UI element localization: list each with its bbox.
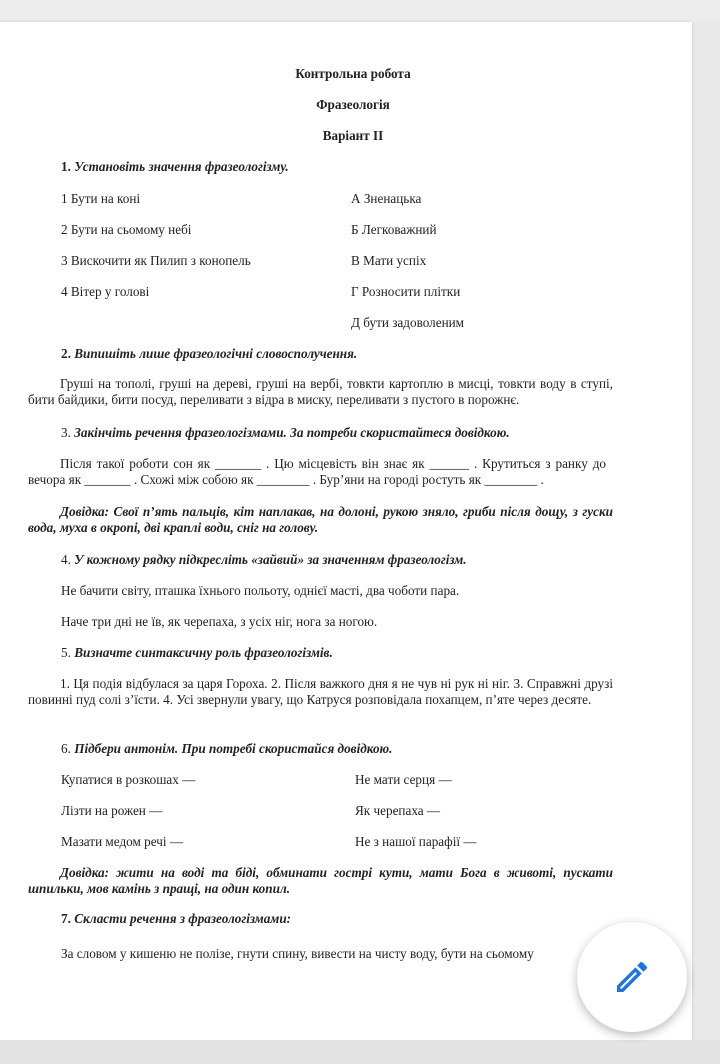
q1-right-item: Б Легковажний [351,222,437,237]
q1-right-item: В Мати успіх [351,253,427,268]
q1-right-item: Д бути задоволеним [351,315,465,330]
question-6-text: Підбери антонім. При потребі скористайся довідкою. [74,741,393,756]
question-6-number: 6. [61,741,71,756]
question-7-body: За словом у кишеню не полізе, гнути спину, вивести на чисту воду, бути на сьомому [61,946,534,961]
question-7-text: Скласти речення з фразеологізмами: [74,911,292,926]
q6-right-item: Як черепаха — [355,803,441,818]
question-2-body: Груші на тополі, груші на дереві, груші на вербі, товкти картоплю в мисці, товкти воду в ступі, бити байдики, бити посуд, переливати з відра в миску, переливати з пустого в порожнє. [28,376,613,407]
question-4-line-2: Наче три дні не їв, як черепаха, з усіх ніг, нога за ногою. [61,614,378,629]
question-7-number: 7. [61,911,71,926]
q1-left-item: 1 Бути на коні [61,191,141,206]
question-2-number: 2. [61,346,71,361]
variant-label: Варіант II [322,128,384,143]
q6-right-item: Не мати серця — [355,772,452,787]
question-5-number: 5. [61,645,71,660]
question-3-text: Закінчіть речення фразеологізмами. За потреби скористайтеся довідкою. [74,425,510,440]
q1-left-item: 4 Вітер у голові [61,284,150,299]
question-2-text: Випишіть лише фразеологічні словосполучення. [74,346,358,361]
viewer-bottom-bar [0,1040,720,1064]
document-subtitle: Фразеологія [316,97,390,112]
question-5-heading [61,645,333,661]
q1-left-item: 3 Вискочити як Пилип з конопель [61,253,251,268]
question-5-body: 1. Ця подія відбулася за царя Гороха. 2. Після важкого дня я не чув ні рук ні ніг. 3. Справжні друзі повинні пуд солі з’їсти. 4. Усі звернули увагу, що Катруся розповідала похапцем, п’яте через десяте. [28,676,613,707]
question-5-text: Визначте синтаксичну роль фразеологізмів. [74,645,333,660]
question-2-heading [61,346,357,362]
pencil-icon [612,957,652,997]
edit-button[interactable] [577,922,687,1032]
question-3-body: Після такої роботи сон як _______ . Цю місцевість він знає як ______ . Крутиться з ранку до вечора як _______ . Схожі між собою як ________ . Бур’яни на городі ростуть як ________ . [28,456,606,487]
q6-right-item: Не з нашої парафії — [355,834,477,849]
question-4-heading [61,552,467,568]
question-1-heading [61,159,289,175]
question-3-number: 3. [61,425,71,440]
q1-left-item: 2 Бути на сьомому небі [61,222,192,237]
question-1-number: 1. [61,159,71,174]
question-6-hint: Довідка: жити на воді та біді, обминати гострі кути, мати Бога в животі, пускати шпильки, мов камінь з пращі, на один копил. [28,865,613,896]
question-3-hint: Довідка: Свої п’ять пальців, кіт наплакав, на долоні, рукою зняло, гриби після дощу, з гуски вода, муха в окропі, дві краплі води, сніг на голову. [28,504,613,535]
q1-right-item: Г Розносити плітки [351,284,461,299]
q6-left-item: Купатися в розкошах — [61,772,196,787]
question-4-line-1: Не бачити світу, пташка їхнього польоту, однієї масті, два чоботи пара. [61,583,460,598]
question-4-text: У кожному рядку підкресліть «зайвий» за значенням фразеологізм. [74,552,467,567]
question-3-heading [61,425,510,441]
q6-left-item: Лізти на рожен — [61,803,163,818]
q6-left-item: Мазати медом речі — [61,834,184,849]
document-page [0,22,692,1040]
document-title: Контрольна робота [295,66,411,81]
question-1-text: Установіть значення фразеологізму. [74,159,289,174]
question-6-heading [61,741,392,757]
question-4-number: 4. [61,552,71,567]
question-7-heading [61,911,291,927]
q1-right-item: А Зненацька [351,191,422,206]
viewer-top-bar [0,0,720,22]
